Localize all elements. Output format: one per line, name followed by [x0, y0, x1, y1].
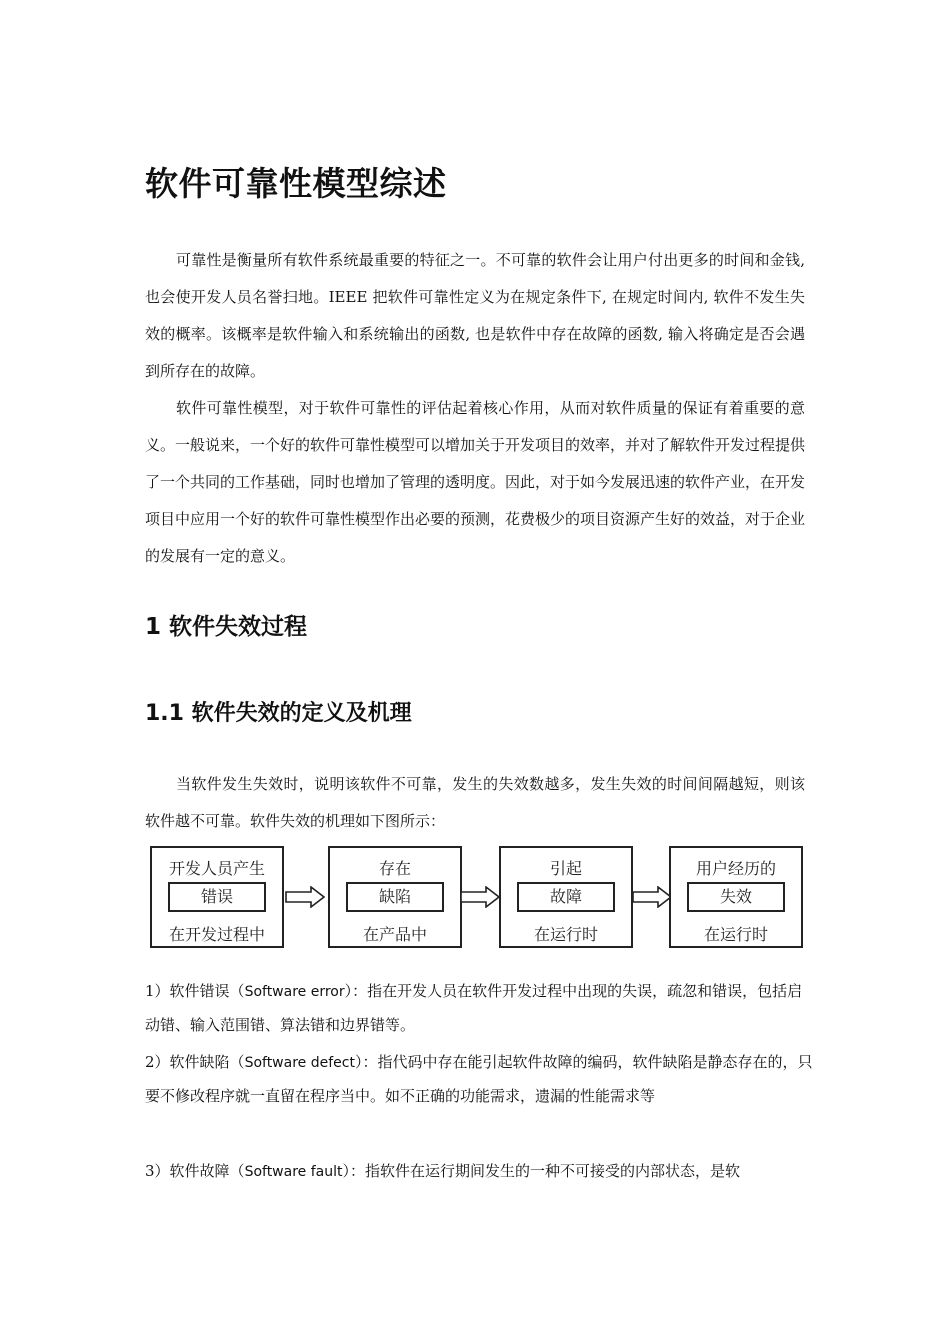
diagram-box-failure — [669, 846, 803, 948]
definition-label: 软件故障（ — [169, 1162, 245, 1180]
diagram-box-bottom-label: 在开发过程中 — [168, 925, 265, 944]
definition-software-fault — [145, 1155, 815, 1189]
diagram-box-bottom-label: 在运行时 — [533, 925, 598, 944]
diagram-box-top-label: 用户经历的 — [695, 859, 776, 878]
diagram-box-inner-label: 失效 — [687, 882, 785, 912]
arrow-right-icon — [632, 886, 672, 908]
definition-software-error — [145, 975, 815, 1042]
diagram-box-bottom-label: 在产品中 — [362, 925, 427, 944]
diagram-box-inner-label: 错误 — [168, 882, 266, 912]
diagram-box-error — [150, 846, 284, 948]
definition-number: 1） — [145, 982, 170, 1000]
diagram-box-fault — [499, 846, 633, 948]
diagram-box-top-label: 存在 — [378, 859, 411, 878]
subsection-heading: 1.1 软件失效的定义及机理 — [145, 701, 412, 726]
definition-text: ）：指在开发人员在软件开发过程中出现的失误，疏忽和错误，包括启动错、输入范围错、算法错和边界错等。 — [145, 982, 803, 1034]
diagram-box-top-label: 开发人员产生 — [168, 859, 265, 878]
section-heading: 1 软件失效过程 — [145, 614, 308, 640]
definition-label: 软件错误（ — [169, 982, 245, 1000]
diagram-box-inner-label: 缺陷 — [346, 882, 444, 912]
definition-term: Software error — [244, 984, 345, 1000]
definition-term: Software defect — [244, 1055, 355, 1071]
intro-paragraph-1: 可靠性是衡量所有软件系统最重要的特征之一。不可靠的软件会让用户付出更多的时间和金钱, 也会使开发人员名誉扫地。IEEE 把软件可靠性定义为在规定条件下, 在规定时间内, 软件不发生失效的概率。该概率是软件输入和系统输出的函数, 也是软件中存在故障的函数, 输入将确定是否会遇到所存在的故障。 — [145, 251, 805, 380]
diagram-box-top-label: 引起 — [549, 859, 582, 878]
arrow-right-icon — [460, 886, 500, 908]
intro-paragraph-2: 软件可靠性模型，对于软件可靠性的评估起着核心作用，从而对软件质量的保证有着重要的意义。一般说来，一个好的软件可靠性模型可以增加关于开发项目的效率，并对了解软件开发过程提供了一个共同的工作基础，同时也增加了管理的透明度。因此，对于如今发展迅速的软件产业，在开发项目中应用一个好的软件可靠性模型作出必要的预测，花费极少的项目资源产生好的效益，对于企业的发展有一定的意义。 — [145, 399, 806, 565]
page-title: 软件可靠性模型综述 — [145, 164, 447, 203]
definition-label: 软件缺陷（ — [169, 1053, 245, 1071]
failure-mechanism-paragraph: 当软件发生失效时，说明该软件不可靠，发生的失效数越多，发生失效的时间间隔越短，则该软件越不可靠。软件失效的机理如下图所示： — [145, 775, 805, 830]
definition-text: ）：指软件在运行期间发生的一种不可接受的内部状态，是软 — [342, 1162, 741, 1180]
diagram-box-inner-label: 故障 — [517, 882, 615, 912]
diagram-box-bottom-label: 在运行时 — [703, 925, 768, 944]
diagram-box-defect — [328, 846, 462, 948]
definition-number: 3） — [145, 1162, 170, 1180]
failure-mechanism-diagram — [150, 846, 810, 952]
definition-number: 2） — [145, 1053, 170, 1071]
definition-text: ）：指代码中存在能引起软件故障的编码，软件缺陷是静态存在的，只要不修改程序就一直留在程序当中。如不正确的功能需求，遗漏的性能需求等 — [145, 1053, 813, 1105]
definition-term: Software fault — [244, 1164, 343, 1180]
definition-software-defect — [145, 1046, 815, 1113]
arrow-right-icon — [285, 886, 325, 908]
